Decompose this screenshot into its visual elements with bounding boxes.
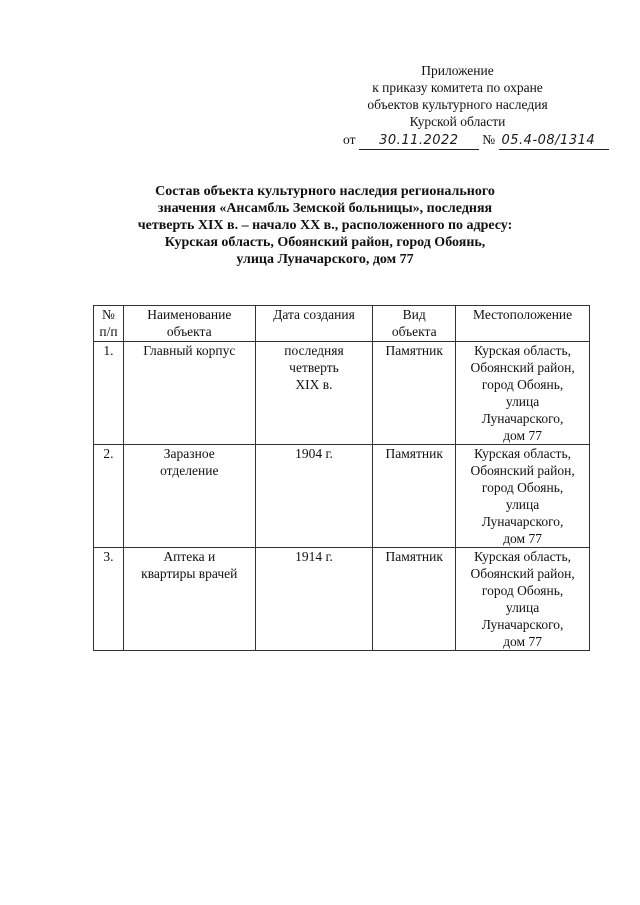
table-row <box>94 548 590 651</box>
cell-name <box>123 342 255 445</box>
cell-type <box>373 445 456 548</box>
cell-text: Памятник <box>385 549 443 564</box>
cell-text: Курская область, <box>474 446 571 461</box>
header-name-l2: объекта <box>166 324 212 339</box>
annex-order-ref: к приказу комитета по охране <box>372 80 543 95</box>
cell-text: Луначарского, <box>481 514 564 529</box>
header-name <box>123 306 255 342</box>
cell-text: улица <box>505 394 540 409</box>
objects-table <box>93 305 590 651</box>
cell-text: город Обоянь, <box>481 583 564 598</box>
heading-line: значения «Ансамбль Земской больницы», последняя <box>157 201 493 216</box>
cell-number <box>94 445 124 548</box>
header-number <box>94 306 124 342</box>
cell-text: Курская область, <box>474 549 571 564</box>
header-type-l1: Вид <box>402 307 426 322</box>
from-label: от <box>343 132 356 147</box>
heading-line: Курская область, Обоянский район, город Обоянь, <box>164 235 486 250</box>
cell-text: 1904 г. <box>295 446 333 461</box>
cell-text: 1. <box>103 343 114 358</box>
order-number: 05.4-08/1314 <box>499 133 609 150</box>
cell-text: четверть <box>289 360 339 375</box>
header-date <box>255 306 373 342</box>
header-number-l1: № <box>102 307 115 322</box>
heading-line: улица Луначарского, дом 77 <box>236 252 414 267</box>
cell-date <box>255 445 373 548</box>
cell-text: дом 77 <box>503 634 542 649</box>
cell-date <box>255 548 373 651</box>
header-type <box>373 306 456 342</box>
cell-text: Луначарского, <box>481 617 564 632</box>
cell-name <box>123 445 255 548</box>
heading-line: четверть XIX в. – начало XX в., расположенного по адресу: <box>137 218 513 233</box>
table-row <box>94 445 590 548</box>
table-header-row <box>94 306 590 342</box>
annex-committee: объектов культурного наследия <box>367 97 548 112</box>
heading-line: Состав объекта культурного наследия регионального <box>155 184 495 199</box>
cell-text: дом 77 <box>503 428 542 443</box>
table-row <box>94 342 590 445</box>
cell-text: 3. <box>103 549 114 564</box>
cell-number <box>94 548 124 651</box>
annex-region: Курской области <box>409 114 506 129</box>
cell-text: отделение <box>160 463 219 478</box>
cell-text: дом 77 <box>503 531 542 546</box>
cell-text: улица <box>505 497 540 512</box>
number-label: № <box>482 132 496 147</box>
cell-text: Памятник <box>385 343 443 358</box>
cell-text: Луначарского, <box>481 411 564 426</box>
header-type-l2: объекта <box>391 324 437 339</box>
cell-text: XIX в. <box>295 377 333 392</box>
cell-text: город Обоянь, <box>481 377 564 392</box>
cell-type <box>373 342 456 445</box>
cell-text: Обоянский район, <box>470 360 575 375</box>
cell-location <box>456 342 590 445</box>
cell-text: квартиры врачей <box>141 566 238 581</box>
cell-text: Главный корпус <box>143 343 236 358</box>
cell-text: улица <box>505 600 540 615</box>
cell-text: 1914 г. <box>295 549 333 564</box>
header-number-l2: п/п <box>99 324 118 339</box>
annex-block <box>330 62 585 130</box>
order-date: 30.11.2022 <box>359 133 479 150</box>
cell-type <box>373 548 456 651</box>
cell-location <box>456 445 590 548</box>
cell-text: Заразное <box>163 446 215 461</box>
header-name-l1: Наименование <box>147 307 232 322</box>
cell-text: 2. <box>103 446 114 461</box>
header-location <box>456 306 590 342</box>
cell-number <box>94 342 124 445</box>
cell-text: Обоянский район, <box>470 566 575 581</box>
cell-text: последняя <box>284 343 344 358</box>
cell-text: Курская область, <box>474 343 571 358</box>
cell-text: Обоянский район, <box>470 463 575 478</box>
annex-title: Приложение <box>421 63 494 78</box>
cell-name <box>123 548 255 651</box>
header-location-text: Местоположение <box>473 307 573 322</box>
header-date-text: Дата создания <box>273 307 355 322</box>
cell-text: Аптека и <box>163 549 216 564</box>
order-date-number <box>343 130 609 150</box>
cell-location <box>456 548 590 651</box>
cell-date <box>255 342 373 445</box>
cell-text: Памятник <box>385 446 443 461</box>
cell-text: город Обоянь, <box>481 480 564 495</box>
document-heading <box>110 183 540 268</box>
